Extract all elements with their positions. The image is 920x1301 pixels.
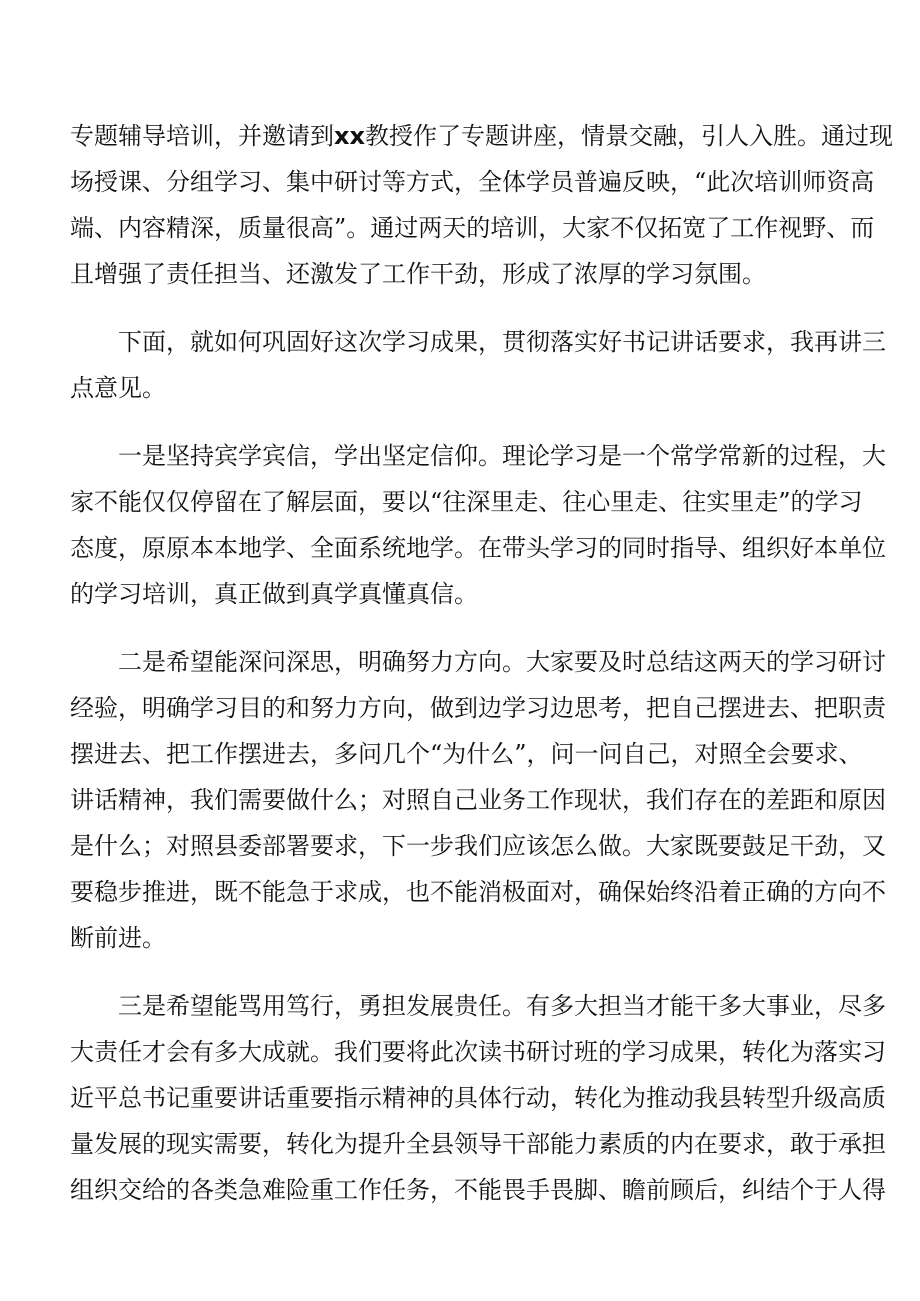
text-line: 摆进去、把工作摆进去，多问几个“为什么”，问一问自己，对照全会要求、 — [70, 740, 863, 768]
text-line: 断前进。 — [70, 924, 166, 952]
paragraph-point-one — [70, 433, 886, 617]
text-line: 场授课、分组学习、集中研讨等方式，全体学员普遍反映，“此次培训师资高 — [70, 168, 875, 196]
placeholder-name: xx — [334, 122, 365, 150]
text-line: 且增强了责任担当、还激发了工作干劲，形成了浓厚的学习氛围。 — [70, 260, 766, 288]
text-line: 要稳步推进，既不能急于求成，也不能消极面对，确保始终沿着正确的方向不 — [70, 878, 886, 906]
text-line — [70, 113, 893, 159]
text-line: 态度，原原本本地学、全面系统地学。在带头学习的同时指导、组织好本单位 — [70, 534, 886, 562]
text-line: 下面，就如何巩固好这次学习成果，贯彻落实好书记讲话要求，我再讲三 — [118, 328, 886, 356]
text-line: 量发展的现实需要，转化为提升全县领导干部能力素质的内在要求，敢于承担 — [70, 1130, 886, 1158]
paragraph-training-summary — [70, 113, 893, 297]
text-line: 点意见。 — [70, 374, 166, 402]
text-line: 一是坚持宾学宾信，学出坚定信仰。理论学习是一个常学常新的过程，大 — [118, 442, 886, 470]
text-line: 经验，明确学习目的和努力方向，做到边学习边思考，把自己摆进去、把职责 — [70, 694, 886, 722]
text-segment: 专题辅导培训，并邀请到 — [70, 122, 334, 150]
text-segment: 教授作了专题讲座，情景交融，引人入胜。通过现 — [364, 122, 893, 150]
text-line: 近平总书记重要讲话重要指示精神的具体行动，转化为推动我县转型升级高质 — [70, 1084, 886, 1112]
text-line: 端、内容精深，质量很高”。通过两天的培训，大家不仅拓宽了工作视野、而 — [70, 214, 875, 242]
text-line: 大责任才会有多大成就。我们要将此次读书研讨班的学习成果，转化为落实习 — [70, 1038, 886, 1066]
paragraph-intro-three-points — [70, 319, 886, 411]
document-body — [70, 113, 893, 1213]
paragraph-point-two — [70, 639, 886, 961]
text-line: 讲话精神，我们需要做什么；对照自己业务工作现状，我们存在的差距和原因 — [70, 786, 886, 814]
text-line: 三是希望能骂用笃行，勇担发展贵任。有多大担当才能干多大事业，尽多 — [118, 992, 886, 1020]
text-line: 是什么；对照县委部署要求，下一步我们应该怎么做。大家既要鼓足干劲，又 — [70, 832, 886, 860]
text-line: 家不能仅仅停留在了解层面，要以“往深里走、往心里走、往实里走”的学习 — [70, 488, 863, 516]
text-line: 组织交给的各类急难险重工作任务，不能畏手畏脚、瞻前顾后，纠结个于人得 — [70, 1176, 886, 1204]
text-line: 的学习培训，真正做到真学真懂真信。 — [70, 580, 478, 608]
paragraph-point-three — [70, 983, 886, 1213]
text-line: 二是希望能深问深思，明确努力方向。大家要及时总结这两天的学习研讨 — [118, 648, 886, 676]
